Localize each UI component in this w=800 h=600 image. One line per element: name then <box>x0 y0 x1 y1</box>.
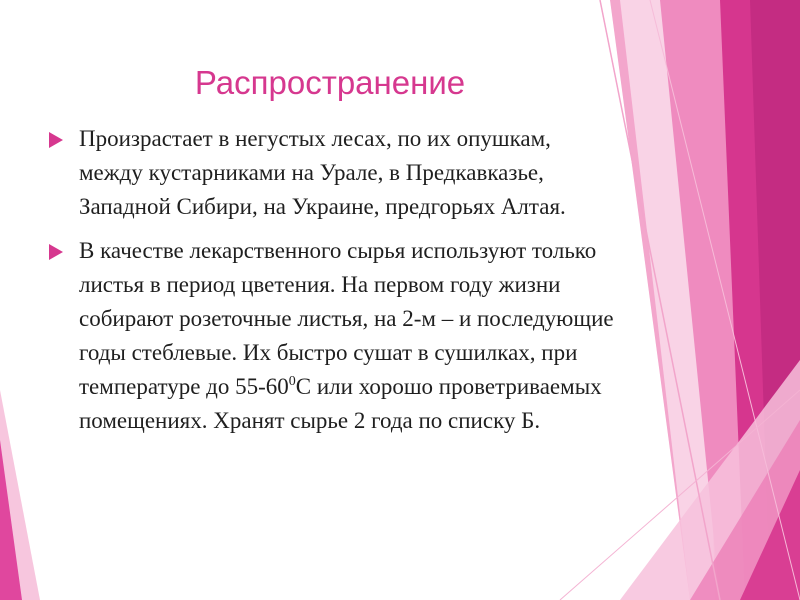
triangle-bullet-icon <box>49 132 63 148</box>
bullet-2-line-3: собирают розеточные листья, на 2-м – и последующие <box>79 306 614 331</box>
bullet-1-line-1: Произрастает в негустых лесах, по их опушкам, <box>79 126 551 151</box>
slide-title: Распространение <box>194 64 466 101</box>
bullet-item-distribution <box>45 122 705 224</box>
temperature-text-after: С или хорошо проветриваемых <box>295 374 602 399</box>
bullet-2-line-1: В качестве лекарственного сырья используют только <box>79 238 597 263</box>
temperature-superscript: 0 <box>288 374 296 389</box>
bullet-item-raw-material <box>45 234 705 438</box>
bullet-1-line-2: между кустарниками на Урале, в Предкавказье, <box>79 160 544 185</box>
bullet-list <box>45 122 705 448</box>
temperature-text-before: температуре до 55-60 <box>79 374 289 399</box>
bullet-2-line-6: помещениях. Хранят сырье 2 года по списку Б. <box>79 408 541 433</box>
bullet-2-line-4: годы стеблевые. Их быстро сушат в сушилках, при <box>79 340 578 365</box>
bullet-2-line-5 <box>79 370 705 404</box>
bullet-2-line-2: листья в период цветения. На первом году жизни <box>79 272 561 297</box>
bullet-1-line-3: Западной Сибири, на Украине, предгорьях Алтая. <box>79 194 566 219</box>
triangle-bullet-icon <box>49 244 63 260</box>
